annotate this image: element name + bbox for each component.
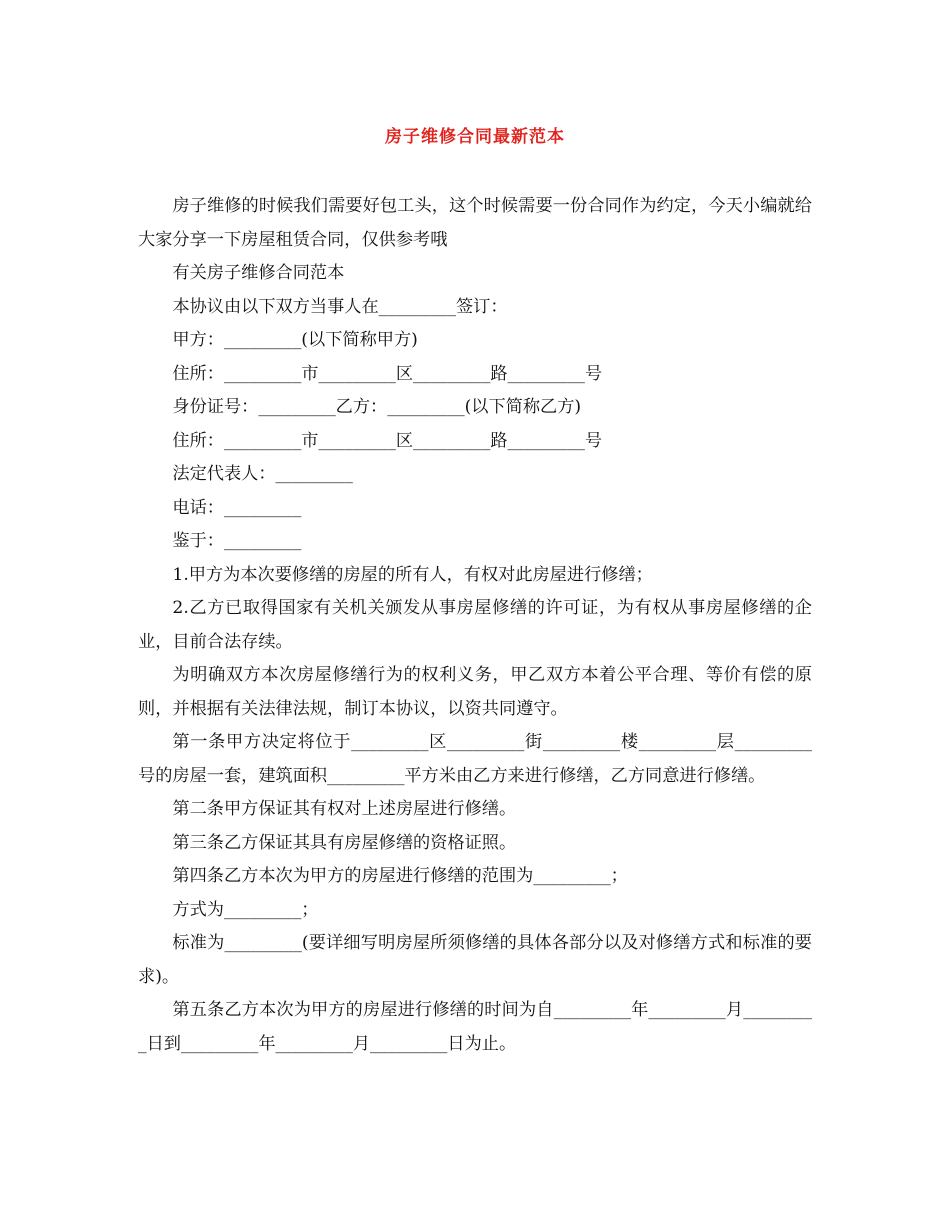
phone-line: 电话：_________ [172, 497, 302, 518]
agreement-place-line: 本协议由以下双方当事人在_________签订： [172, 296, 508, 317]
article-4-method: 方式为_________； [172, 899, 319, 920]
document-body [138, 190, 812, 1061]
purpose-paragraph: 为明确双方本次房屋修缮行为的权利义务，甲乙双方本着公平合理、等价有偿的原则，并根据有关法律法规，制订本协议，以资共同遵守。 [138, 665, 812, 719]
article-4-standard: 标准为_________(要详细写明房屋所须修缮的具体各部分以及对修缮方式和标准的要求)。 [138, 933, 812, 987]
whereas-line: 鉴于：_________ [172, 531, 302, 551]
article-3: 第三条乙方保证其具有房屋修缮的资格证照。 [172, 832, 517, 853]
article-1: 第一条甲方决定将位于_________区_________街_________楼_________层_________号的房屋一套，建筑面积_________平方米由乙方来进行修缮，乙方同意进行修缮。 [138, 732, 812, 786]
document-title: 房子维修合同最新范本 [385, 127, 565, 147]
party-a-line: 甲方：_________(以下简称甲方) [172, 330, 418, 350]
article-5: 第五条乙方本次为甲方的房屋进行修缮的时间为自_________年_________月_________日到_________年_________月_________日为止。 [138, 1000, 812, 1054]
intro-paragraph: 房子维修的时候我们需要好包工头，这个时候需要一份合同作为约定，今天小编就给大家分享一下房屋租赁合同，仅供参考哦 [138, 196, 812, 250]
legal-representative-line: 法定代表人：_________ [172, 464, 353, 484]
id-party-b-line: 身份证号：_________乙方：_________(以下简称乙方) [172, 397, 582, 417]
party-a-address-line: 住所：_________市_________区_________路_________号 [172, 363, 603, 384]
section-heading: 有关房子维修合同范本 [172, 263, 345, 283]
party-b-address-line: 住所：_________市_________区_________路_________号 [172, 430, 603, 451]
article-2: 第二条甲方保证其有权对上述房屋进行修缮。 [172, 799, 517, 819]
recital-2: 2.乙方已取得国家有关机关颁发从事房屋修缮的许可证，为有权从事房屋修缮的企业，目前合法存续。 [138, 598, 812, 652]
article-4-scope: 第四条乙方本次为甲方的房屋进行修缮的范围为_________； [172, 866, 628, 886]
recital-1: 1.甲方为本次要修缮的房屋的所有人，有权对此房屋进行修缮； [172, 564, 653, 585]
